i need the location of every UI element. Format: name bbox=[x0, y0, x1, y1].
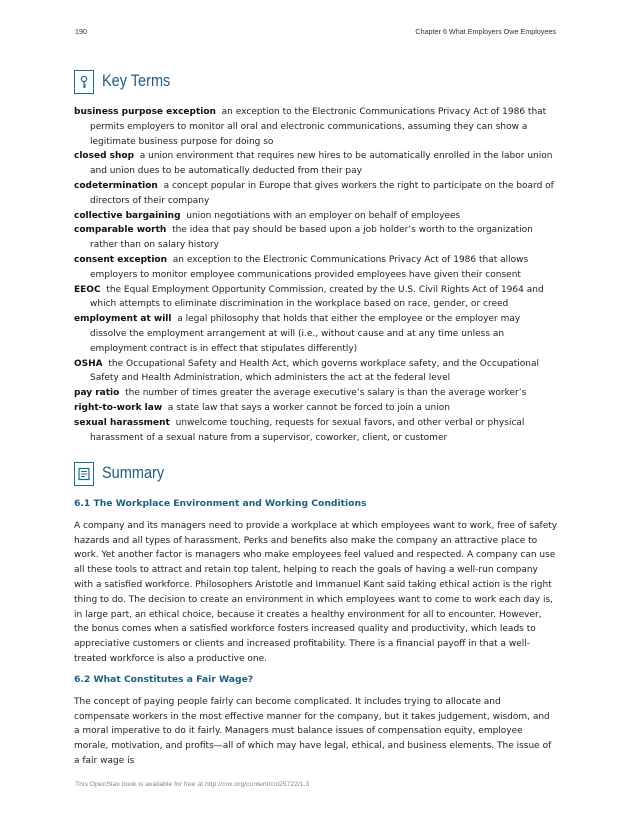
term-item: business purpose exception an exception to the Electronic Communications Privacy Act of 1986 that permits employers to monitor all oral and electronic communications, assuming they can show a legitimate business purpose for doing so bbox=[74, 107, 547, 147]
page-footer: This OpenStax book is available for free at http://cnx.org/content/col25722/1.3 bbox=[75, 781, 310, 788]
term-item: consent exception an exception to the Electronic Communications Privacy Act of 1986 that allows employers to monitor employee communications provided employees have given their consent bbox=[74, 254, 529, 280]
term-item: sexual harassment unwelcome touching, requests for sexual favors, and other verbal or physical harassment of a sexual nature from a supervisor, coworker, client, or customer bbox=[74, 417, 525, 443]
term-item: pay ratio the number of times greater the average executive’s salary is than the average worker’s bbox=[74, 388, 527, 399]
chapter-title: Chapter 6 What Employers Owe Employees bbox=[415, 27, 556, 36]
term-item: codetermination a concept popular in Europe that gives workers the right to participate on the board of directors of their company bbox=[74, 180, 554, 206]
term-item: employment at will a legal philosophy that holds that either the employee or the employer may dissolve the employment arrangement at will (i.e., without cause and at any time unless an employment contract is in effect that stipulates differently) bbox=[74, 314, 521, 354]
key-terms-list bbox=[74, 105, 559, 445]
section-heading: 6.1 The Workplace Environment and Working Conditions bbox=[74, 498, 367, 509]
section-heading: 6.2 What Constitutes a Fair Wage? bbox=[74, 674, 254, 685]
term-item: EEOC the Equal Employment Opportunity Commission, created by the U.S. Civil Rights Act of 1964 and which attempts to eliminate discrimination in the workplace based on race, gender, or creed bbox=[74, 284, 544, 310]
page-header bbox=[75, 27, 556, 39]
summary-title: Summary bbox=[102, 464, 165, 482]
page-number: 190 bbox=[75, 27, 87, 36]
term-item: closed shop a union environment that requires new hires to be automatically enrolled in the labor union and union dues to be automatically deducted from their pay bbox=[74, 151, 553, 177]
summary-icon bbox=[74, 462, 94, 486]
summary-section-1 bbox=[74, 497, 558, 667]
term-item: comparable worth the idea that pay should be based upon a job holder’s worth to the organization rather than on salary history bbox=[74, 225, 533, 251]
section-paragraph: The concept of paying people fairly can become complicated. It includes trying to allocate and compensate workers in the most effective manner for the company, but it takes judgement, wisdom, and a moral imperative to do it fairly. Managers must balance issues of compensation equity, employee morale, motivation, and profits—all of which may have legal, ethical, and business elements. The issue of a fair wage is bbox=[74, 696, 552, 766]
key-icon bbox=[74, 70, 94, 94]
term-item: right-to-work law a state law that says a worker cannot be forced to join a union bbox=[74, 402, 450, 413]
summary-section-2 bbox=[74, 673, 558, 769]
term-item: collective bargaining union negotiations with an employer on behalf of employees bbox=[74, 210, 461, 221]
key-terms-title: Key Terms bbox=[102, 72, 171, 90]
section-paragraph: A company and its managers need to provide a workplace at which employees want to work, free of safety hazards and all types of harassment. Perks and benefits also make the company an attractive place to work. Yet another factor is managers who make employees feel valued and respected. A company can use all these tools to attract and retain top talent, helping to reach the goals of having a well-run company with a satisfied workforce. Philosophers Aristotle and Immanuel Kant said taking ethical action is the right thing to do. The decision to create an environment in which employees want to come to work each day is, in large part, an ethical choice, because it creates a healthy environment for all to encounter. However, the bonus comes when a satisfied workforce fosters increased quality and productivity, which leads to appreciative customers or clients and increased profitability. There is a financial payoff in that a well-treated workforce is also a productive one. bbox=[74, 520, 558, 664]
term-item: OSHA the Occupational Safety and Health Act, which governs workplace safety, and the Occupational Safety and Health Administration, which administers the act at the federal level bbox=[74, 358, 539, 384]
